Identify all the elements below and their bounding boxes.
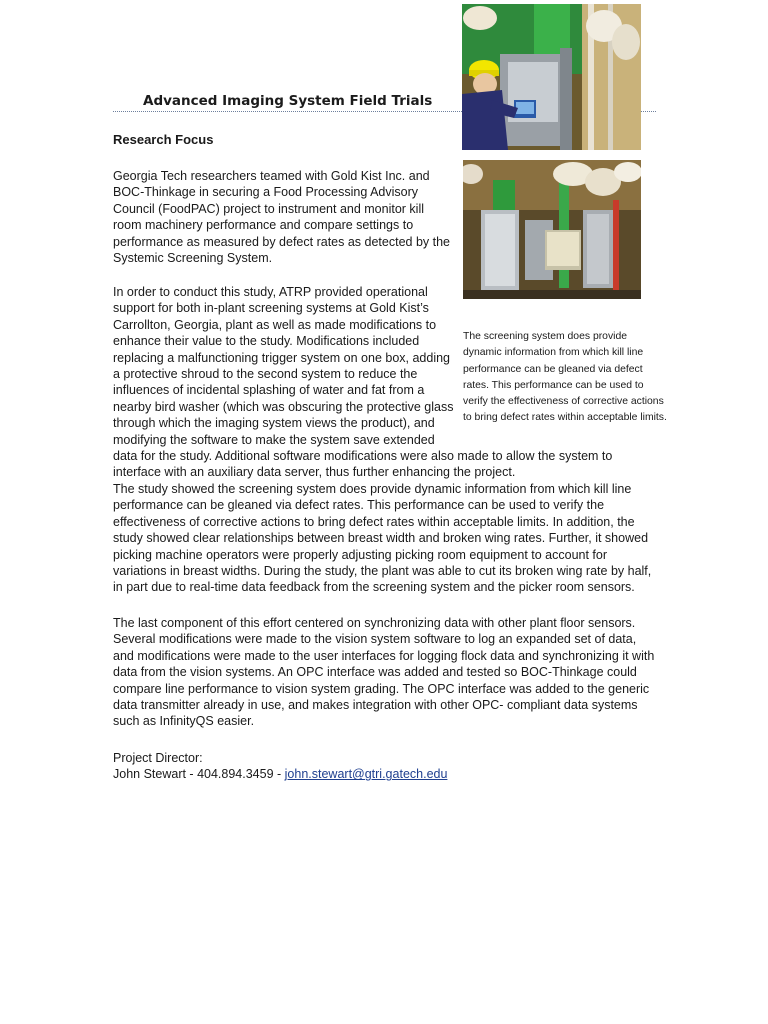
page-title: Advanced Imaging System Field Trials (143, 93, 433, 109)
project-director-block (113, 750, 659, 783)
section-heading: Research Focus (113, 132, 214, 147)
project-director-contact: John Stewart - 404.894.3459 - (113, 767, 285, 782)
photo-worker-at-imaging-station (462, 4, 641, 150)
email-link[interactable]: john.stewart@gtri.gatech.edu (284, 767, 448, 782)
photo-screening-system-boxes (463, 160, 641, 299)
photo-caption: The screening system does provide dynamic information from which kill line performance can be gleaned via defect rates. This performance can be used to verify the effectiveness of corrective actions to bring defect rates within acceptable limits. (463, 331, 667, 424)
paragraph-intro: Georgia Tech researchers teamed with Gold Kist Inc. and BOC-Thinkage in securing a Food Processing Advisory Council (FoodPAC) project to instrument and monitor kill room machinery performance and compare settings to performance as measured by defect rates as detected by the Systemic Screening System. (113, 169, 450, 266)
paragraph-study-results: The study showed the screening system does provide dynamic information from which kill line performance can be gleaned via defect rates. This performance can be used to verify the effectiveness of corrective actions to bring defect rates within acceptable limits. In addition, the study showed clear relationships between breast width and broken wing rates. Further, it showed picking machine operators were properly adjusting picking room equipment to account for variations in breast widths. During the study, the plant was able to cut its broken wing rate by half, in part due to real-time data feedback from the screening system and the picker room sensors. (113, 482, 652, 595)
paragraph-data-synchronization: The last component of this effort centered on synchronizing data with other plant floor sensors. Several modifications were made to the vision system software to log an expanded set of data, and modifications were made to the user interfaces for logging flock data and synchronizing it with data from the vision systems. An OPC interface was added and tested so BOC-Thinkage could compare line performance to vision system grading. The OPC interface was added to the generic data transmitter already in use, and makes integration with other OPC- compliant data systems such as InfinityQS easier. (113, 616, 655, 729)
project-director-label: Project Director: (113, 751, 203, 765)
paragraph-study-support: In order to conduct this study, ATRP provided operational support for both in-plant screening systems at Gold Kist’s Carrollton, Georgia, plant as well as made modifications to enhance their value to the study. Modifications included replacing a malfunctioning trigger system on one box, adding a protective shroud to the second system to reduce the influences of incidental splashing of water and fat from a nearby bird washer (which was obscuring the protective glass through which the imaging system views the product), and modifying the software to make the system save extended (113, 285, 454, 447)
paragraph-study-support-continued: data for the study. Additional software modifications were also made to allow the system to interface with an auxiliary data server, thus further enhancing the project. (113, 449, 613, 480)
